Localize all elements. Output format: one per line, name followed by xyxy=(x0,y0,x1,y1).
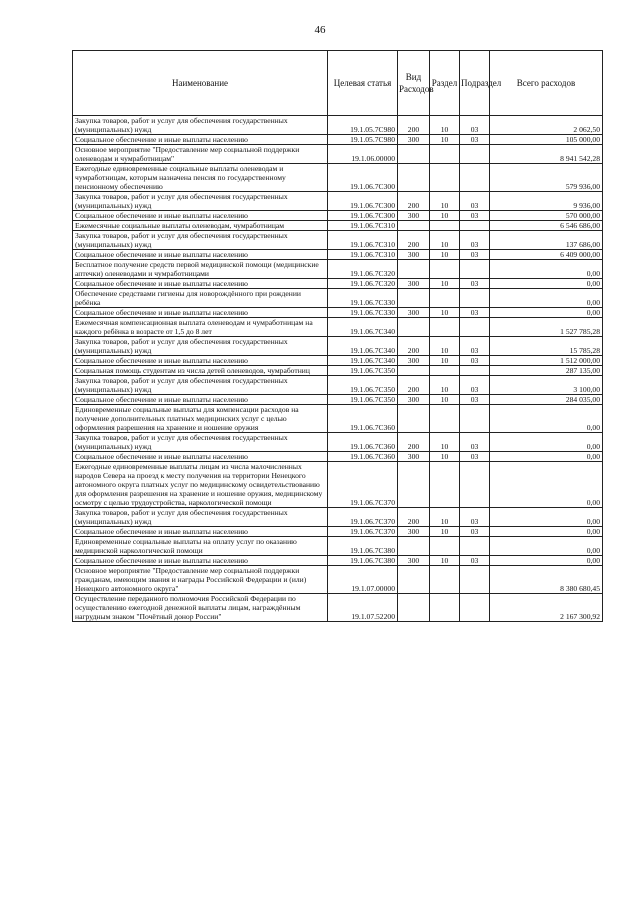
row-article: 19.1.06.7С350 xyxy=(328,376,398,395)
row-type: 300 xyxy=(398,279,430,289)
row-section: 10 xyxy=(430,395,460,405)
row-name: Бесплатное получение средств первой медицинской помощи (медицинские аптечки) оленеводами и чумработницами xyxy=(73,260,328,279)
row-section: 10 xyxy=(430,452,460,462)
row-total: 0,00 xyxy=(490,462,603,508)
row-name: Ежегодные единовременные выплаты лицам из числа малочисленных народов Севера на проезд к месту получения на территории Ненецкого автономного округа платных услуг по медицинскому освидетельствованию для оформления разрешения на хранение и ношение оружия, медицинскому осмотру с целью трудоустройства, наркологической помощи xyxy=(73,462,328,508)
row-article: 19.1.06.7С370 xyxy=(328,462,398,508)
header-subsection: Подраздел xyxy=(460,51,490,116)
row-type: 300 xyxy=(398,211,430,221)
row-total: 2 167 300,92 xyxy=(490,594,603,622)
row-total: 579 936,00 xyxy=(490,164,603,192)
row-article: 19.1.06.7С320 xyxy=(328,279,398,289)
row-subsection xyxy=(460,164,490,192)
row-total: 3 100,00 xyxy=(490,376,603,395)
row-subsection xyxy=(460,594,490,622)
table-row xyxy=(73,164,603,192)
row-name: Закупка товаров, работ и услуг для обеспечения государственных (муниципальных) нужд xyxy=(73,192,328,211)
table-row xyxy=(73,135,603,145)
table-row xyxy=(73,452,603,462)
row-section: 10 xyxy=(430,433,460,452)
row-subsection xyxy=(460,145,490,164)
row-name: Социальное обеспечение и иные выплаты населению xyxy=(73,556,328,566)
row-article: 19.1.06.7С330 xyxy=(328,289,398,308)
row-article: 19.1.07.00000 xyxy=(328,566,398,594)
row-type: 200 xyxy=(398,376,430,395)
row-article: 19.1.06.00000 xyxy=(328,145,398,164)
row-article: 19.1.06.7С320 xyxy=(328,260,398,279)
row-section: 10 xyxy=(430,508,460,527)
row-total: 0,00 xyxy=(490,527,603,537)
row-name: Закупка товаров, работ и услуг для обеспечения государственных (муниципальных) нужд xyxy=(73,508,328,527)
row-article: 19.1.06.7С360 xyxy=(328,452,398,462)
row-name: Закупка товаров, работ и услуг для обеспечения государственных (муниципальных) нужд xyxy=(73,433,328,452)
row-subsection: 03 xyxy=(460,376,490,395)
row-article: 19.1.06.7С340 xyxy=(328,318,398,337)
row-subsection xyxy=(460,318,490,337)
table-row xyxy=(73,462,603,508)
row-type: 300 xyxy=(398,356,430,366)
table-row xyxy=(73,527,603,537)
row-subsection: 03 xyxy=(460,337,490,356)
row-type xyxy=(398,318,430,337)
row-total: 0,00 xyxy=(490,537,603,556)
row-subsection xyxy=(460,366,490,376)
table-row xyxy=(73,192,603,211)
row-article: 19.1.06.7С340 xyxy=(328,337,398,356)
row-subsection: 03 xyxy=(460,211,490,221)
header-article: Целевая статья xyxy=(328,51,398,116)
row-article: 19.1.06.7С350 xyxy=(328,366,398,376)
table-row xyxy=(73,221,603,231)
row-article: 19.1.06.7С330 xyxy=(328,308,398,318)
row-subsection: 03 xyxy=(460,116,490,135)
row-article: 19.1.06.7С370 xyxy=(328,527,398,537)
table-row xyxy=(73,250,603,260)
row-name: Социальное обеспечение и иные выплаты населению xyxy=(73,211,328,221)
row-subsection xyxy=(460,260,490,279)
row-name: Ежемесячные социальные выплаты оленеводам, чумработницам xyxy=(73,221,328,231)
row-type: 200 xyxy=(398,231,430,250)
row-type: 300 xyxy=(398,452,430,462)
row-subsection xyxy=(460,537,490,556)
row-subsection xyxy=(460,405,490,433)
row-subsection: 03 xyxy=(460,508,490,527)
header-section: Раздел xyxy=(430,51,460,116)
row-type xyxy=(398,594,430,622)
row-section xyxy=(430,537,460,556)
row-name: Социальное обеспечение и иные выплаты населению xyxy=(73,135,328,145)
row-article: 19.1.06.7С360 xyxy=(328,433,398,452)
row-article: 19.1.06.7С380 xyxy=(328,537,398,556)
table-row xyxy=(73,356,603,366)
table-row xyxy=(73,508,603,527)
table-row xyxy=(73,308,603,318)
row-name: Обеспечение средствами гигиены для новорождённого при рождении ребёнка xyxy=(73,289,328,308)
row-subsection: 03 xyxy=(460,308,490,318)
row-section xyxy=(430,289,460,308)
table-header-row xyxy=(73,51,603,116)
row-total: 9 936,00 xyxy=(490,192,603,211)
row-name: Социальное обеспечение и иные выплаты населению xyxy=(73,527,328,537)
row-article: 19.1.06.7С360 xyxy=(328,405,398,433)
row-total: 0,00 xyxy=(490,405,603,433)
row-article: 19.1.06.7С340 xyxy=(328,356,398,366)
row-type xyxy=(398,289,430,308)
row-name: Основное мероприятие "Предоставление мер социальной поддержки оленеводам и чумработницам" xyxy=(73,145,328,164)
row-type: 200 xyxy=(398,337,430,356)
row-type xyxy=(398,260,430,279)
row-name: Социальное обеспечение и иные выплаты населению xyxy=(73,308,328,318)
row-total: 105 000,00 xyxy=(490,135,603,145)
row-name: Закупка товаров, работ и услуг для обеспечения государственных (муниципальных) нужд xyxy=(73,337,328,356)
row-total: 8 380 680,45 xyxy=(490,566,603,594)
row-type: 300 xyxy=(398,556,430,566)
row-total: 15 785,28 xyxy=(490,337,603,356)
row-section: 10 xyxy=(430,337,460,356)
row-total: 284 035,00 xyxy=(490,395,603,405)
row-total: 0,00 xyxy=(490,279,603,289)
row-total: 0,00 xyxy=(490,452,603,462)
row-total: 570 000,00 xyxy=(490,211,603,221)
row-type: 200 xyxy=(398,116,430,135)
row-name: Единовременные социальные выплаты на оплату услуг по оказанию медицинской наркологической помощи xyxy=(73,537,328,556)
row-subsection: 03 xyxy=(460,250,490,260)
table-row xyxy=(73,211,603,221)
row-article: 19.1.05.7С980 xyxy=(328,116,398,135)
row-total: 6 409 000,00 xyxy=(490,250,603,260)
row-name: Социальное обеспечение и иные выплаты населению xyxy=(73,356,328,366)
row-section: 10 xyxy=(430,250,460,260)
row-section xyxy=(430,260,460,279)
row-name: Социальное обеспечение и иные выплаты населению xyxy=(73,250,328,260)
row-article: 19.1.06.7С300 xyxy=(328,192,398,211)
row-total: 137 686,00 xyxy=(490,231,603,250)
table-row xyxy=(73,556,603,566)
row-article: 19.1.06.7С380 xyxy=(328,556,398,566)
row-section: 10 xyxy=(430,116,460,135)
row-article: 19.1.05.7С980 xyxy=(328,135,398,145)
row-type: 200 xyxy=(398,508,430,527)
row-total: 2 062,50 xyxy=(490,116,603,135)
row-name: Закупка товаров, работ и услуг для обеспечения государственных (муниципальных) нужд xyxy=(73,376,328,395)
row-name: Закупка товаров, работ и услуг для обеспечения государственных (муниципальных) нужд xyxy=(73,231,328,250)
row-subsection: 03 xyxy=(460,433,490,452)
header-name: Наименование xyxy=(73,51,328,116)
row-name: Закупка товаров, работ и услуг для обеспечения государственных (муниципальных) нужд xyxy=(73,116,328,135)
row-total: 0,00 xyxy=(490,308,603,318)
row-name: Основное мероприятие "Предоставление мер социальной поддержки гражданам, имеющим звания и награды Российской Федерации и (или) Ненецкого автономного округа" xyxy=(73,566,328,594)
row-section xyxy=(430,462,460,508)
table-row xyxy=(73,376,603,395)
row-name: Осуществление переданного полномочия Российской Федерации по осуществлению ежегодной денежной выплаты лицам, награждённым нагрудным знаком "Почётный донор России" xyxy=(73,594,328,622)
row-section xyxy=(430,164,460,192)
row-total: 0,00 xyxy=(490,508,603,527)
row-name: Ежемесячная компенсационная выплата оленеводам и чумработницам на каждого ребёнка в возрасте от 1,5 до 8 лет xyxy=(73,318,328,337)
row-type xyxy=(398,462,430,508)
row-section xyxy=(430,405,460,433)
row-section: 10 xyxy=(430,231,460,250)
budget-table xyxy=(72,50,603,622)
row-subsection: 03 xyxy=(460,556,490,566)
row-type: 300 xyxy=(398,135,430,145)
table-row xyxy=(73,395,603,405)
row-section xyxy=(430,318,460,337)
row-article: 19.1.06.7С350 xyxy=(328,395,398,405)
row-section: 10 xyxy=(430,527,460,537)
row-subsection: 03 xyxy=(460,279,490,289)
row-article: 19.1.06.7С370 xyxy=(328,508,398,527)
row-section xyxy=(430,594,460,622)
table-row xyxy=(73,405,603,433)
table-row xyxy=(73,566,603,594)
table-row xyxy=(73,279,603,289)
table-row xyxy=(73,337,603,356)
row-subsection: 03 xyxy=(460,231,490,250)
row-type xyxy=(398,145,430,164)
table-row xyxy=(73,318,603,337)
row-section xyxy=(430,366,460,376)
row-article: 19.1.06.7С310 xyxy=(328,250,398,260)
row-name: Единовременные социальные выплаты для компенсации расходов на получение дополнительных платных медицинских услуг с целью оформления разрешения на хранение и ношение оружия xyxy=(73,405,328,433)
row-type: 300 xyxy=(398,527,430,537)
row-total: 0,00 xyxy=(490,556,603,566)
row-name: Социальное обеспечение и иные выплаты населению xyxy=(73,279,328,289)
row-article: 19.1.06.7С310 xyxy=(328,221,398,231)
row-section: 10 xyxy=(430,356,460,366)
row-subsection: 03 xyxy=(460,192,490,211)
row-section xyxy=(430,145,460,164)
row-type xyxy=(398,566,430,594)
row-type xyxy=(398,164,430,192)
row-subsection xyxy=(460,462,490,508)
header-type: Вид Расходов xyxy=(398,51,430,116)
row-section xyxy=(430,566,460,594)
row-total: 1 512 000,00 xyxy=(490,356,603,366)
row-type: 300 xyxy=(398,395,430,405)
row-section: 10 xyxy=(430,211,460,221)
row-subsection xyxy=(460,566,490,594)
row-section: 10 xyxy=(430,376,460,395)
table-row xyxy=(73,289,603,308)
page-number: 46 xyxy=(314,24,326,36)
row-total: 8 941 542,28 xyxy=(490,145,603,164)
row-subsection: 03 xyxy=(460,527,490,537)
row-article: 19.1.06.7С310 xyxy=(328,231,398,250)
row-type: 200 xyxy=(398,192,430,211)
table-row xyxy=(73,145,603,164)
row-subsection xyxy=(460,221,490,231)
row-total: 1 527 785,28 xyxy=(490,318,603,337)
row-subsection: 03 xyxy=(460,452,490,462)
row-name: Ежегодные единовременные социальные выплаты оленеводам и чумработницам, которым назначена пенсия по государственному пенсионному обеспечению xyxy=(73,164,328,192)
row-total: 0,00 xyxy=(490,289,603,308)
table-row xyxy=(73,366,603,376)
row-type xyxy=(398,405,430,433)
table-row xyxy=(73,537,603,556)
row-type xyxy=(398,537,430,556)
row-section: 10 xyxy=(430,135,460,145)
row-type xyxy=(398,221,430,231)
header-total: Всего расходов xyxy=(490,51,603,116)
row-name: Социальное обеспечение и иные выплаты населению xyxy=(73,395,328,405)
row-section: 10 xyxy=(430,279,460,289)
row-section xyxy=(430,221,460,231)
row-article: 19.1.06.7С300 xyxy=(328,211,398,221)
row-type: 300 xyxy=(398,250,430,260)
row-type xyxy=(398,366,430,376)
table-row xyxy=(73,433,603,452)
row-subsection: 03 xyxy=(460,395,490,405)
row-section: 10 xyxy=(430,556,460,566)
row-subsection: 03 xyxy=(460,356,490,366)
row-article: 19.1.06.7С300 xyxy=(328,164,398,192)
row-article: 19.1.07.52200 xyxy=(328,594,398,622)
table-row xyxy=(73,260,603,279)
row-section: 10 xyxy=(430,192,460,211)
row-subsection: 03 xyxy=(460,135,490,145)
row-total: 0,00 xyxy=(490,433,603,452)
row-subsection xyxy=(460,289,490,308)
row-type: 300 xyxy=(398,308,430,318)
row-name: Социальная помощь студентам из числа детей оленеводов, чумработниц xyxy=(73,366,328,376)
table-row xyxy=(73,594,603,622)
row-name: Социальное обеспечение и иные выплаты населению xyxy=(73,452,328,462)
row-type: 200 xyxy=(398,433,430,452)
table-row xyxy=(73,231,603,250)
row-total: 287 135,00 xyxy=(490,366,603,376)
row-total: 6 546 686,00 xyxy=(490,221,603,231)
row-total: 0,00 xyxy=(490,260,603,279)
table-row xyxy=(73,116,603,135)
row-section: 10 xyxy=(430,308,460,318)
